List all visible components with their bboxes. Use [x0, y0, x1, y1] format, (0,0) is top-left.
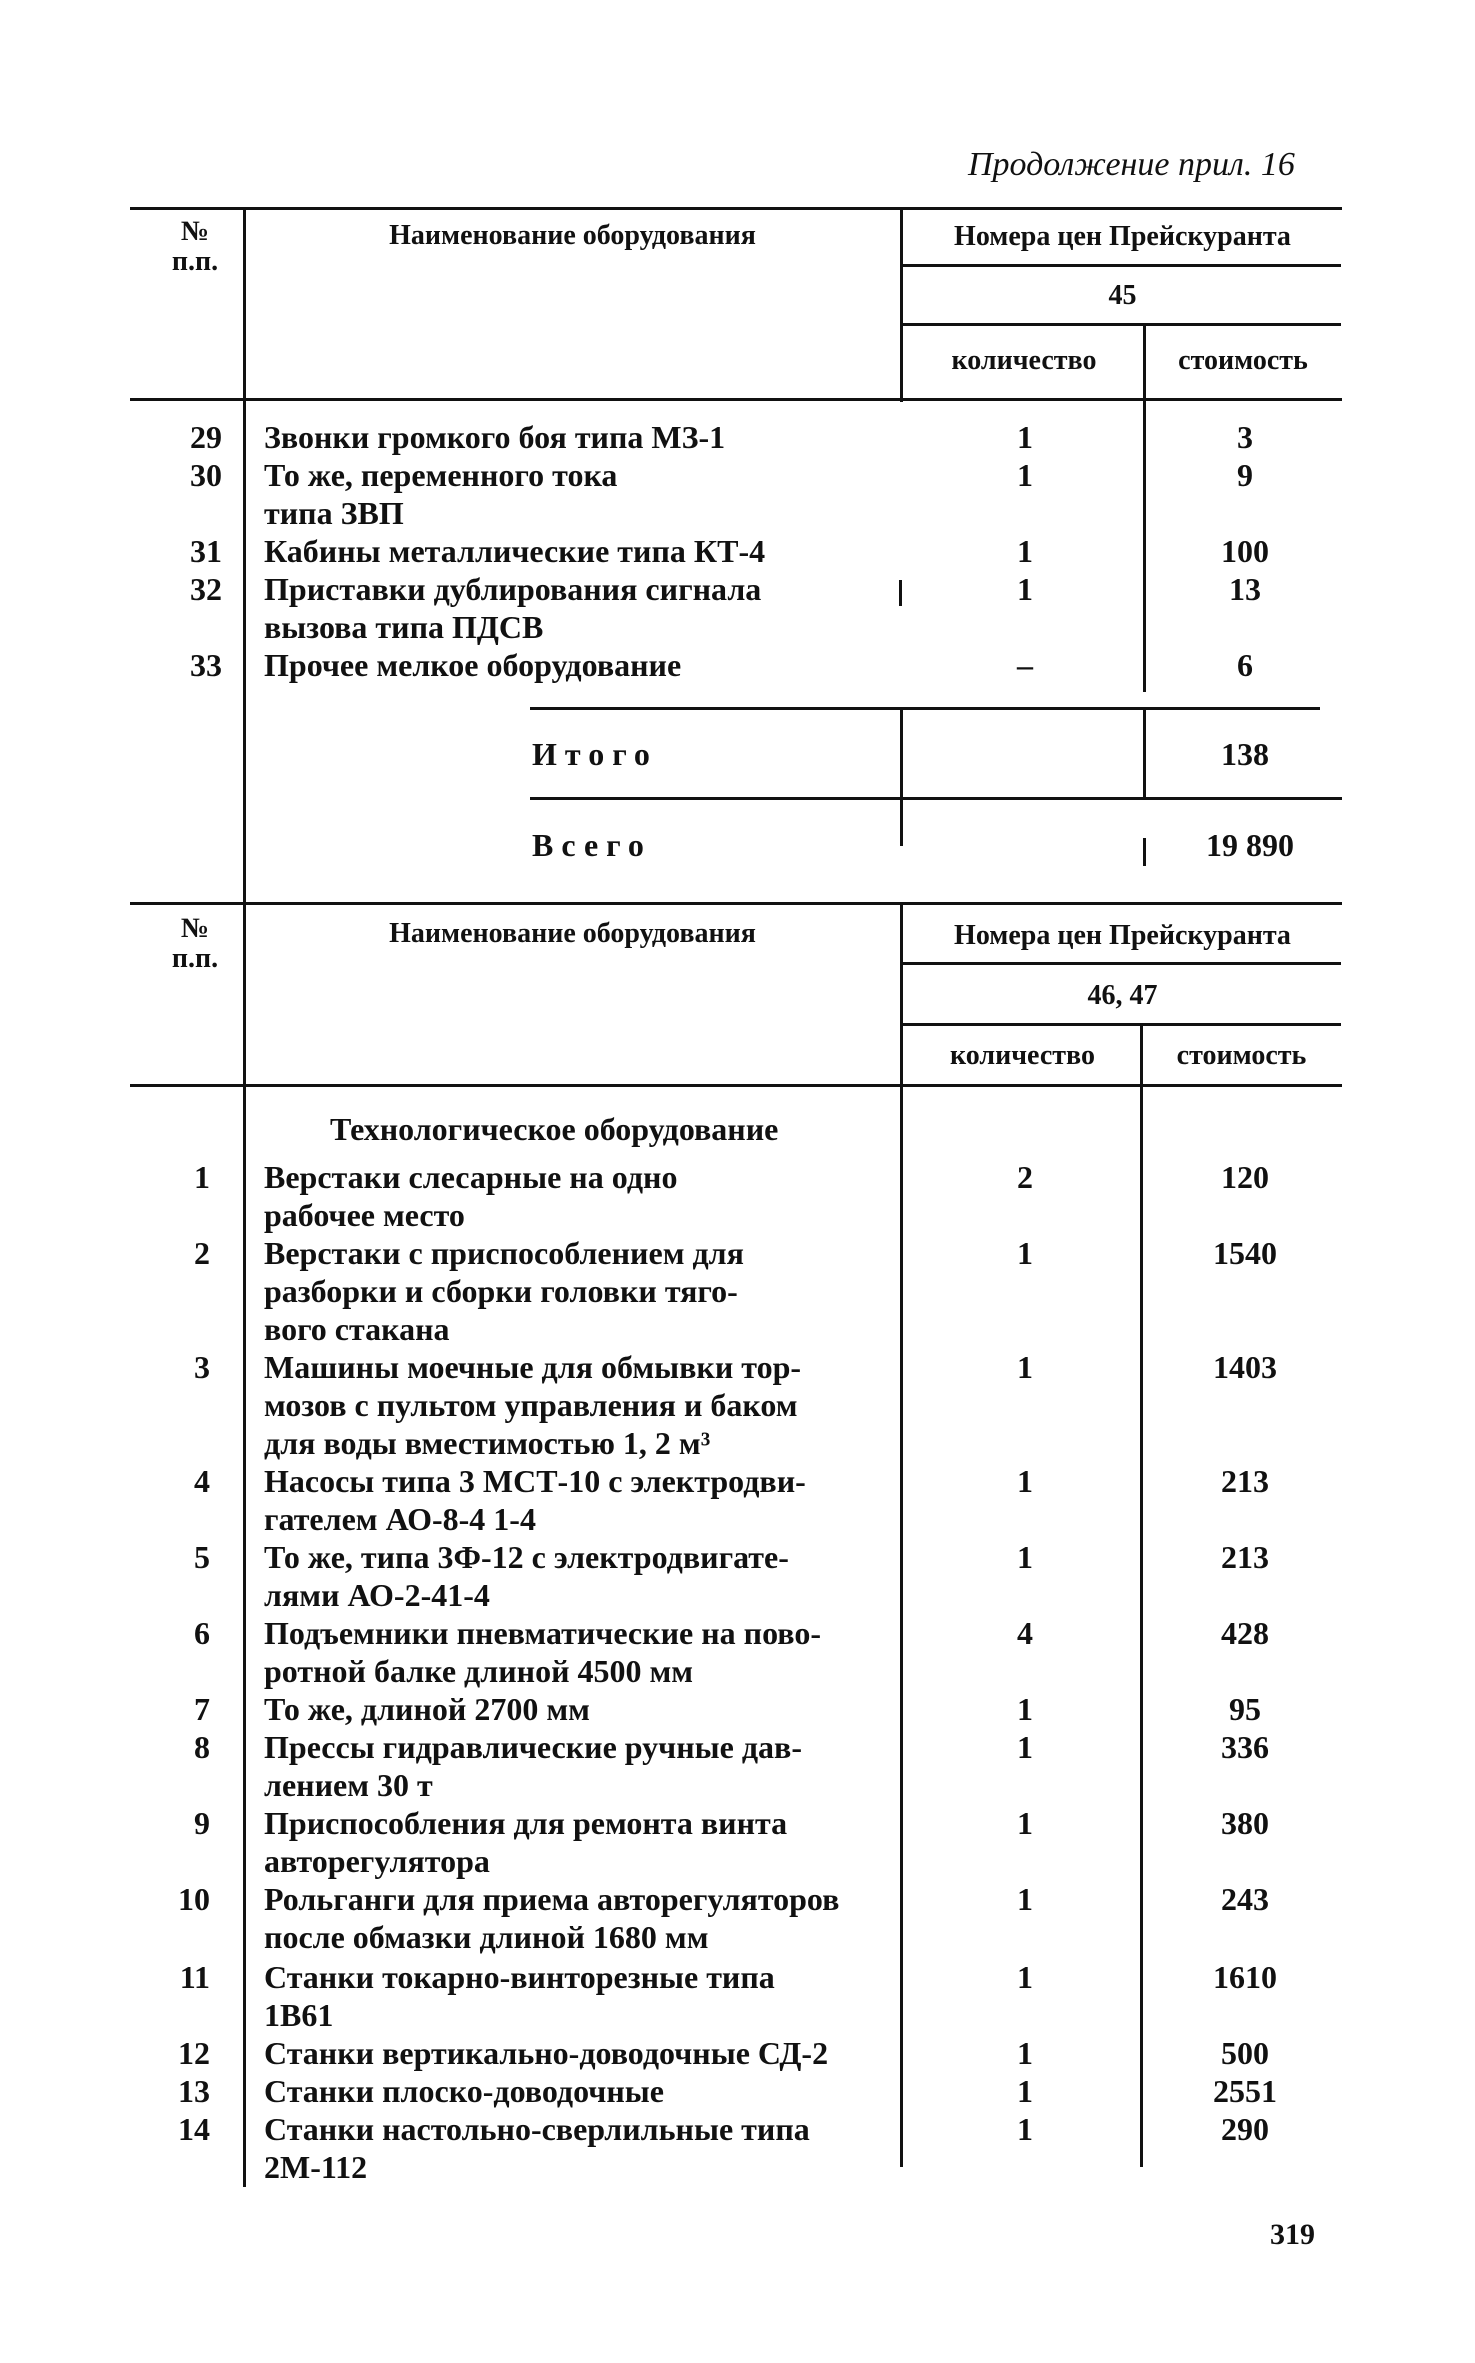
table-1-total-divider-b: [1143, 838, 1146, 866]
table-1-name-divider: [900, 207, 903, 402]
table-1-price-number-rule: [903, 323, 1341, 326]
table-1-price-number: 45: [1108, 280, 1137, 311]
table-1-header-bottom-rule: [130, 398, 1342, 401]
table-2-header-bottom-rule: [130, 1084, 1342, 1087]
total-cost: 19 890: [1206, 827, 1294, 863]
table-1-col-qty-header: количество: [951, 345, 1097, 376]
table-1-qty-divider-body: [1143, 402, 1146, 692]
page-number: 319: [1270, 2218, 1315, 2251]
table-1-num-divider: [243, 207, 246, 912]
table-2-col-num-header: № п.п.: [171, 913, 219, 974]
table-2-top-rule: [130, 902, 1342, 905]
table-1-total-rule: [530, 797, 1342, 800]
table-2-num-divider: [243, 902, 246, 2187]
table-1-price-rule: [903, 264, 1341, 267]
table-2-name-divider: [900, 902, 903, 1087]
table-1-col-num-header: № п.п.: [171, 216, 219, 277]
subtotal-cost: 138: [1221, 736, 1269, 772]
table-2-col-cost-header: стоимость: [1176, 1040, 1307, 1071]
table-1-subtotal-divider-a: [900, 710, 903, 800]
table-1-price-header: Номера цен Прейскуранта: [954, 221, 1291, 252]
table-2-price-header: Номера цен Прейскуранта: [954, 920, 1291, 951]
table-1-col-cost-header: стоимость: [1178, 345, 1308, 376]
table-2-qty-col-divider: [900, 1087, 903, 2167]
subtotal-label: Итого: [532, 736, 658, 772]
table-2-price-number-rule: [903, 1023, 1341, 1026]
section-title: Технологическое оборудование: [330, 1111, 779, 1147]
table-1-col-name-header: Наименование оборудования: [389, 220, 756, 251]
continuation-header: Продолжение прил. 16: [968, 146, 1295, 183]
table-1-tick: [899, 580, 902, 606]
table-1-total-divider-a: [900, 800, 903, 846]
table-1-top-rule: [130, 207, 1342, 210]
table-2-price-number: 46, 47: [1087, 980, 1158, 1011]
table-2-col-name-header: Наименование оборудования: [389, 918, 756, 949]
table-2-price-rule: [903, 962, 1341, 965]
table-2-col-qty-header: количество: [950, 1040, 1095, 1071]
table-1-subtotal-rule: [530, 707, 1320, 710]
table-1-subtotal-divider-b: [1143, 710, 1146, 800]
table-2-cost-col-divider: [1140, 1087, 1143, 2167]
total-label: Всего: [532, 827, 652, 863]
